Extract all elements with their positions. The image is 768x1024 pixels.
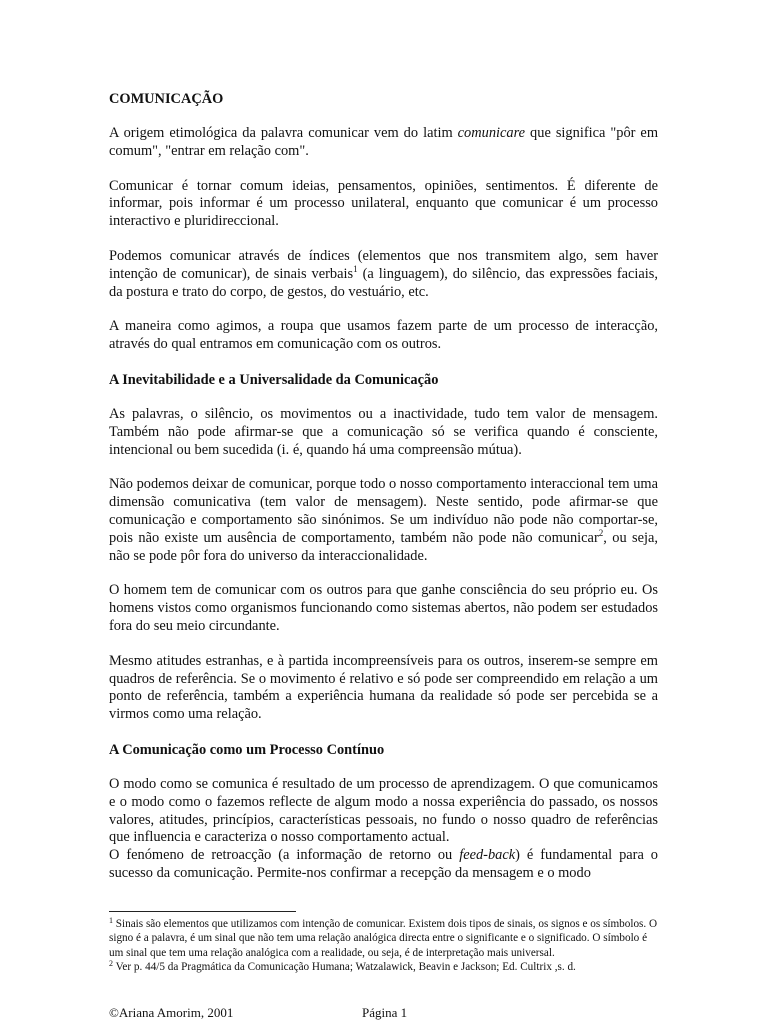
footnote-text: Ver p. 44/5 da Pragmática da Comunicação Humana; Watzalawick, Beavin e Jackson; Ed. Cultrix ,s. d. <box>113 961 576 974</box>
emphasis-text: feed-back <box>459 847 516 864</box>
paragraph-etymology <box>109 125 658 161</box>
footnote-2 <box>109 960 658 974</box>
footnote-mark: 2 <box>109 959 113 969</box>
footer-page-number: Página 1 <box>362 1005 408 1020</box>
paragraph-reference-frames: Mesmo atitudes estranhas, e à partida incompreensíveis para os outros, inserem-se sempre em quadros de referência. Se o movimento é relativo e só pode ser compreendido em relação a um ponto de referência, também a experiência humana da realidade só pode ser percebida se a virmos como uma relação. <box>109 652 658 723</box>
emphasis-text: comunicare <box>457 125 526 141</box>
footnote-ref-1[interactable]: 1 <box>353 263 358 274</box>
footnote-ref-2[interactable]: 2 <box>598 527 604 538</box>
footer-author: ©Ariana Amorim, 2001 <box>109 1005 234 1020</box>
paragraph-text: que significa "pôr em comum", "entrar em relação com". <box>109 125 659 159</box>
footnotes <box>109 917 658 975</box>
paragraph-definition: Comunicar é tornar comum ideias, pensamentos, opiniões, sentimentos. É diferente de informar, pois informar é um processo unilateral, enquanto que comunicar é um processo interactivo e pluridireccional. <box>109 177 658 230</box>
footnote-mark: 1 <box>109 916 113 925</box>
paragraph-text: ) é fundamental para o sucesso da comunicação. Permite-nos confirmar a recepção da mensagem e o modo <box>109 847 658 881</box>
footnote-text: Sinais são elementos que utilizamos com intenção de comunicar. Existem dois tipos de sinais, os signos e os símbolos. O signo é a palavra, é um sinal que não tem uma relação analógica directa entre o significante e o significado. O símbolo é um sinal que tem uma relação analógica com a realidade, ou seja, é de interpretação mais universal. <box>109 918 658 959</box>
paragraph-cannot-not-communicate <box>109 476 658 565</box>
footnote-separator <box>109 911 296 912</box>
document-body <box>109 90 658 883</box>
section-heading-continuous-process: A Comunicação como um Processo Contínuo <box>109 741 385 758</box>
document-title: COMUNICAÇÃO <box>109 91 224 107</box>
paragraph-text: Não podemos deixar de comunicar, porque todo o nosso comportamento interaccional tem uma dimensão comunicativa (tem valor de mensagem). Neste sentido, pode afirmar-se que comunicação e comportamento são sinónimos. Se um indivíduo não pode não comportar-se, pois não existe um ausência de comportamento, também não pode não comunicar <box>109 476 658 546</box>
section-heading-inevitability: A Inevitabilidade e a Universalidade da Comunicação <box>109 371 439 388</box>
paragraph-message-value: As palavras, o silêncio, os movimentos ou a inactividade, tudo tem valor de mensagem. Também não pode afirmar-se que a comunicação só se verifica quando é consciente, intencional ou bem sucedida (i. é, quando há uma compreensão mútua). <box>109 405 658 458</box>
paragraph-text: , ou seja, não se pode pôr fora do universo da interaccionalidade. <box>109 529 659 564</box>
paragraph-text: Podemos comunicar através de índices (elementos que nos transmitem algo, sem haver intenção de comunicar), de sinais verbais <box>109 247 658 282</box>
paragraph-learning: O modo como se comunica é resultado de um processo de aprendizagem. O que comunicamos e o modo como o fazemos reflecte de algum modo a nossa experiência do passado, os nossos valores, atitudes, princípios, características pessoais, no fundo o nosso quadro de referências que influencia e caracteriza o nosso comportamento actual. <box>109 775 658 846</box>
footnote-1 <box>109 917 658 960</box>
paragraph-behaviour: A maneira como agimos, a roupa que usamos fazem parte de um processo de interacção, através do qual entramos em comunicação com os outros. <box>109 318 658 353</box>
paragraph-means <box>109 248 658 301</box>
paragraph-text: (a linguagem), do silêncio, das expressões faciais, da postura e trato do corpo, de gestos, do vestuário, etc. <box>109 265 659 300</box>
paragraph-text: O fenómeno de retroacção (a informação de retorno ou <box>109 847 460 864</box>
paragraph-text: A origem etimológica da palavra comunicar vem do latim <box>109 125 458 141</box>
paragraph-feedback <box>109 847 658 883</box>
paragraph-self-awareness: O homem tem de comunicar com os outros para que ganhe consciência do seu próprio eu. Os homens vistos como organismos funcionando como sistemas abertos, não podem ser estudados fora do seu meio circundante. <box>109 582 658 634</box>
